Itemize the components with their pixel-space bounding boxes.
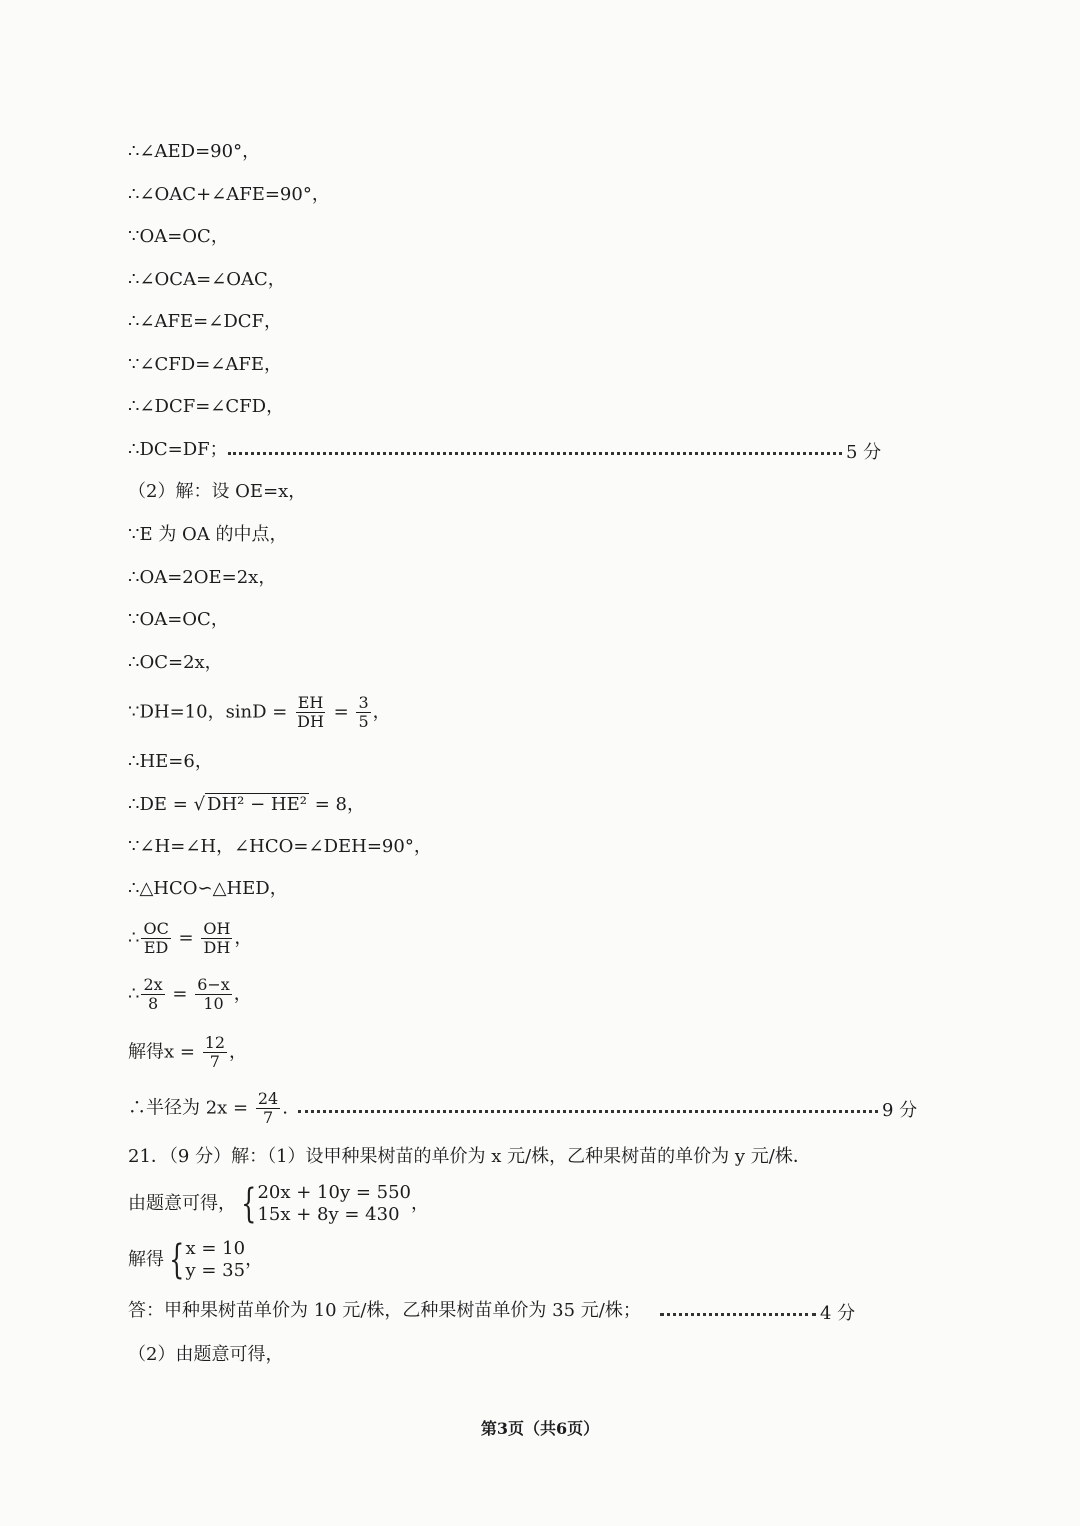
- system-equation: 20x + 10y = 550: [257, 1182, 411, 1203]
- fraction-numerator: OC: [143, 919, 169, 938]
- radicand: DH² − HE²: [207, 794, 307, 815]
- radius-prefix: ∴半径为 2x =: [128, 1097, 254, 1119]
- sin-suffix: ，: [372, 701, 391, 723]
- equals: =: [166, 983, 194, 1005]
- score-3: 4 分: [820, 1303, 856, 1324]
- sqrt-expression: √ DH² − HE²: [193, 794, 307, 815]
- part-2-line: （2）由题意可得，: [128, 1344, 284, 1365]
- line-7: ∴∠DCF=∠CFD，: [128, 396, 285, 417]
- line-10: ∵E 为 OA 的中点，: [128, 524, 288, 545]
- system-equation: 15x + 8y = 430: [257, 1204, 400, 1225]
- score-dots-1: [228, 452, 842, 455]
- score-2: 9 分: [882, 1100, 918, 1121]
- line-6: ∵∠CFD=∠AFE，: [128, 354, 283, 375]
- fraction-3-5: [356, 694, 370, 731]
- answer-line: 答：甲种果树苗单价为 10 元/株，乙种果树苗单价为 35 元/株；: [128, 1300, 641, 1321]
- line-12: ∵OA=OC，: [128, 609, 229, 630]
- fraction-6-x-10: [195, 976, 232, 1013]
- fraction-numerator: 24: [257, 1089, 279, 1108]
- sin-line: [128, 694, 391, 731]
- fraction-denominator: ED: [143, 938, 169, 957]
- brace: {: [241, 1181, 257, 1227]
- fraction-denominator: 7: [209, 1052, 220, 1071]
- solve-prefix: 解得x =: [128, 1041, 201, 1063]
- equation-line: [128, 976, 252, 1013]
- system1-prefix: 由题意可得，: [128, 1193, 236, 1214]
- fraction-numerator: 2x: [143, 975, 163, 994]
- system-line-2: [128, 1238, 263, 1282]
- fraction-eh-dh: [295, 694, 326, 731]
- eq-suffix: ，: [233, 983, 252, 1005]
- fraction-oc-ed: [141, 920, 170, 957]
- score-dots-3: [660, 1313, 816, 1316]
- de-suffix: = 8，: [308, 794, 365, 815]
- sin-prefix: ∵DH=10，sinD =: [128, 701, 294, 723]
- fraction-denominator: DH: [297, 712, 324, 731]
- de-prefix: ∴DE =: [128, 794, 194, 815]
- fraction-oh-dh: [201, 920, 232, 957]
- fraction-numerator: 3: [358, 693, 369, 712]
- line-9: （2）解：设 OE=x，: [128, 481, 307, 502]
- line-11: ∴OA=2OE=2x，: [128, 567, 277, 588]
- line-1: ∴∠AED=90°，: [128, 141, 261, 162]
- line-2: ∴∠OAC+∠AFE=90°，: [128, 184, 330, 205]
- de-line: [128, 793, 365, 817]
- fraction-denominator: 7: [262, 1108, 274, 1127]
- equals: =: [172, 927, 200, 949]
- system2-prefix: 解得: [128, 1249, 164, 1270]
- system2-suffix: ，: [245, 1249, 264, 1270]
- solve-line: [128, 1034, 247, 1071]
- solution-system: [164, 1238, 245, 1282]
- ratio-prefix: ∴: [128, 927, 140, 949]
- angle-line: ∵∠H=∠H，∠HCO=∠DEH=90°，: [128, 836, 432, 857]
- line-3: ∵OA=OC，: [128, 226, 229, 247]
- score-1: 5 分: [846, 442, 882, 463]
- system-equation: x = 10: [185, 1238, 246, 1259]
- question-21-line: 21．（9 分）解：（1）设甲种果树苗的单价为 x 元/株，乙种果树苗的单价为 y 元/株．: [128, 1146, 811, 1167]
- system1-suffix: ，: [411, 1193, 429, 1214]
- he-line: ∴HE=6，: [128, 751, 213, 772]
- score-dots-2: [298, 1110, 878, 1113]
- system-line-1: [128, 1182, 429, 1226]
- similar-line: ∴△HCO∽△HED，: [128, 878, 288, 899]
- fraction-denominator: 5: [358, 712, 369, 731]
- fraction-numerator: EH: [297, 693, 324, 712]
- fraction-numerator: 6−x: [197, 975, 230, 994]
- fraction-denominator: 10: [203, 994, 224, 1013]
- fraction-12-7: [203, 1034, 227, 1071]
- solve-suffix: ，: [229, 1041, 248, 1063]
- fraction-numerator: OH: [203, 919, 231, 938]
- line-5: ∴∠AFE=∠DCF，: [128, 311, 283, 332]
- brace: {: [169, 1237, 185, 1283]
- line-8: ∴DC=DF；: [128, 439, 228, 460]
- equals: =: [327, 701, 355, 723]
- fraction-2x-8: [141, 976, 164, 1013]
- radius-line: [128, 1090, 288, 1127]
- ratio-line: [128, 920, 252, 957]
- eq-prefix: ∴: [128, 983, 140, 1005]
- fraction-denominator: DH: [203, 938, 231, 957]
- ratio-suffix: ，: [234, 927, 253, 949]
- system-equation: y = 35: [185, 1260, 246, 1281]
- line-13: ∴OC=2x，: [128, 652, 223, 673]
- line-4: ∴∠OCA=∠OAC，: [128, 269, 286, 290]
- radius-suffix: .: [282, 1097, 288, 1119]
- equation-system: [236, 1182, 411, 1226]
- fraction-numerator: 12: [204, 1033, 226, 1052]
- fraction-denominator: 8: [147, 994, 159, 1013]
- page-footer: 第3页（共6页）: [480, 1419, 600, 1438]
- fraction-24-7: [256, 1090, 280, 1127]
